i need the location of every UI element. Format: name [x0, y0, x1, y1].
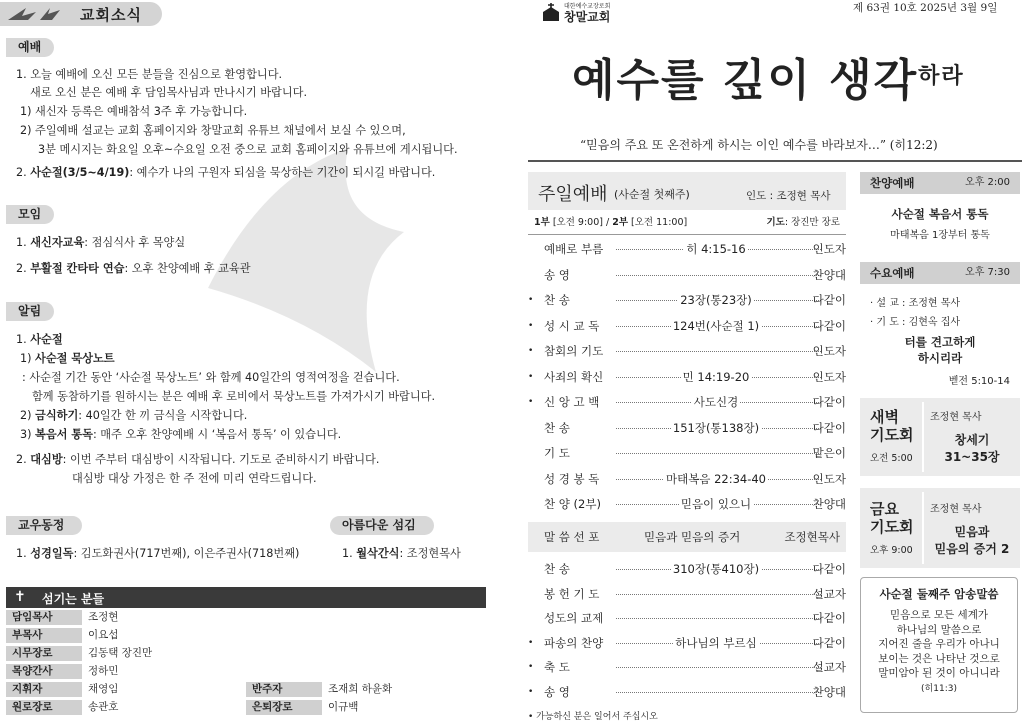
- staff-row: [6, 610, 486, 625]
- person-icon: ✝: [14, 589, 26, 605]
- section-meeting: 모임: [6, 205, 54, 224]
- staff-value: 조정현: [88, 611, 119, 623]
- theme-verse: “믿음의 주요 또 온전하게 하시는 이인 예수를 바라보자…” (히12:2): [580, 138, 938, 152]
- order-person: 설교자: [812, 586, 846, 601]
- order-content: 마태복음 22:34-40: [665, 471, 766, 486]
- order-name: 찬 송: [544, 420, 570, 435]
- fellowship-line: 1. 성경일독: 김도화권사(717번째), 이은주권사(718번째): [16, 547, 300, 560]
- sunday-title: 주일예배: [538, 184, 608, 205]
- order-row: [528, 340, 846, 363]
- staff-label: 부목사: [6, 628, 82, 643]
- order-row: [528, 632, 846, 655]
- staff-title: 섬기는 분들: [42, 592, 105, 606]
- staff-row: [6, 682, 486, 697]
- church-name: 창말교회: [564, 10, 611, 24]
- order-name: 신 앙 고 백: [544, 395, 600, 409]
- order-person: 다같이: [812, 395, 846, 409]
- section-notice: 알림: [6, 302, 54, 321]
- order-name: 송 영: [544, 267, 570, 282]
- staff-row: [6, 646, 486, 661]
- serve-line: 1. 월삭간식: 조정현목사: [342, 547, 461, 560]
- notice-line-6: 3) 복음서 통독: 매주 오후 찬양예배 시 ‘복음서 통독’ 이 있습니다.: [20, 428, 342, 441]
- church-logo-icon: [540, 2, 562, 22]
- bullet-icon: •: [528, 637, 534, 648]
- staff-value: 이규백: [328, 701, 359, 713]
- order-name: 찬 송: [544, 562, 570, 576]
- order-person: 다같이: [812, 611, 846, 625]
- worship-line-5: 3분 메시지는 화요일 오후~수요일 오전 중으로 교회 홈페이지와 유튜브에 게시됩니다.: [38, 143, 458, 156]
- order-name: 기 도: [544, 446, 570, 460]
- order-person: 인도자: [812, 242, 846, 256]
- bullet-icon: •: [528, 397, 534, 407]
- notice-line-4: 함께 동참하기를 원하시는 분은 예배 후 로비에서 묵상노트를 가져가시기 바랍니다.: [32, 390, 436, 403]
- staff-label: 담임목사: [6, 610, 82, 625]
- staff-label: 시무장로: [6, 646, 82, 661]
- bullet-icon: •: [528, 662, 534, 672]
- sermon-title: 믿음과 믿음의 증거: [644, 530, 741, 544]
- order-content: 히 4:15-16: [686, 242, 746, 256]
- page-title: 교회소식: [80, 6, 142, 24]
- footnote: • 가능하신 분은 일어서 주십시오: [528, 712, 658, 722]
- notice-line-3: : 사순절 기간 동안 ‘사순절 묵상노트’ 와 함께 40일간의 영적여정을 걷습니다.: [22, 371, 400, 384]
- staff-table: [6, 610, 486, 720]
- meeting-line-1: 1. 새신자교육: 점심식사 후 목양실: [16, 236, 186, 249]
- order-person: 인도자: [812, 471, 846, 486]
- staff-row: [6, 628, 486, 643]
- order-name: 사죄의 확신: [544, 369, 604, 384]
- order-person: 인도자: [812, 344, 846, 358]
- memory-verse: 사순절 둘째주 암송말씀 믿음으로 모든 세계가 하나님의 말씀으로 지어진 줄을 우리가 아나니 보이는 것은 나타난 것으로 말미암아 된 것이 아니니라 (히11:3): [860, 577, 1018, 713]
- praise-service: 찬양예배 오후 2:00 사순절 복음서 통독 마태복음 1장부터 통독: [860, 172, 1020, 241]
- meeting-line-2: 2. 부활절 칸타타 연습: 오후 찬양예배 후 교육관: [16, 262, 251, 275]
- staff-value: 조재희 하윤화: [328, 683, 393, 695]
- order-name: 축 도: [544, 660, 570, 674]
- order-row: [528, 493, 846, 516]
- order-person: 찬양대: [812, 267, 846, 282]
- denomination-label: 대한예수교장로회: [564, 3, 611, 10]
- bullet-icon: •: [528, 295, 534, 305]
- order-row: [528, 391, 846, 414]
- staff-label: 원로장로: [6, 700, 82, 715]
- order-content: 민 14:19-20: [682, 369, 750, 384]
- order-row: [528, 238, 846, 261]
- staff-row: [6, 700, 486, 715]
- order-row: [528, 315, 846, 338]
- notice-line-2: 1) 사순절 묵상노트: [20, 352, 115, 365]
- order-row: [528, 417, 846, 440]
- order-name: 찬 송: [544, 293, 570, 307]
- staff-value: 정하민: [88, 665, 119, 677]
- order-row: [528, 558, 846, 581]
- order-name: 파송의 찬양: [544, 635, 604, 650]
- sunday-sub: (사순절 첫째주): [614, 188, 690, 201]
- order-content: 310장(통410장): [672, 562, 760, 576]
- memory-line: 보이는 것은 나타난 것으로: [878, 652, 1000, 665]
- order-name: 성 시 교 독: [544, 318, 600, 333]
- order-content: 23장(통23장): [680, 293, 752, 307]
- order-content: 사도신경: [693, 395, 739, 409]
- order-person: 다같이: [812, 293, 846, 307]
- notice-line-7: 2. 대심방: 이번 주부터 대심방이 시작됩니다. 기도로 준비하시기 바랍니다.: [16, 453, 380, 466]
- order-person: 설교자: [812, 660, 846, 674]
- order-name: 성 경 봉 독: [544, 471, 600, 486]
- order-name: 봉 헌 기 도: [544, 586, 600, 601]
- sermon-row: [528, 522, 846, 552]
- notice-line-1: 1. 사순절: [16, 333, 63, 346]
- worship-line-3: 1) 새신자 등록은 예배참석 3주 후 가능합니다.: [20, 105, 248, 118]
- worship-line-1: 1. 오늘 예배에 오신 모든 분들을 진심으로 환영합니다.: [16, 68, 283, 81]
- worship-line-6: 2. 사순절(3/5~4/19): 예수가 나의 구원자 되심을 묵상하는 기간이 되시길 바랍니다.: [16, 166, 436, 179]
- order-row: [528, 607, 846, 630]
- sermon-label: 말 씀 선 포: [544, 530, 600, 544]
- order-row: [528, 442, 846, 465]
- memory-line: 믿음으로 모든 세계가: [890, 609, 988, 621]
- order-content: 믿음이 있으니: [680, 497, 752, 511]
- order-name: 송 영: [544, 684, 570, 699]
- order-person: 다같이: [812, 318, 846, 333]
- order-content: 151장(통138장): [672, 420, 760, 435]
- sunday-leader: 인도 : 조정현 목사: [746, 190, 831, 202]
- worship-line-4: 2) 주일예배 설교는 교회 홈페이지와 창말교회 유튜브 채널에서 보실 수 있으며,: [20, 124, 406, 137]
- section-serve: 아름다운 섬김: [330, 516, 434, 535]
- news-column: [0, 0, 505, 720]
- order-person: 다같이: [812, 562, 846, 576]
- staff-label: 은퇴장로: [246, 700, 322, 715]
- staff-value: 송관호: [88, 701, 119, 713]
- order-row: [528, 366, 846, 389]
- staff-row: [6, 664, 486, 679]
- notice-line-8: 대심방 대상 가정은 한 주 전에 미리 연락드립니다.: [72, 472, 317, 485]
- staff-label: 목양간사: [6, 664, 82, 679]
- sunday-times: 1부 [오전 9:00] / 2부 [오전 11:00] 기도: 장진만 장로: [528, 212, 846, 235]
- order-row: [528, 289, 846, 312]
- order-row: [528, 264, 846, 287]
- worship-line-2: 새로 오신 분은 예배 후 담임목사님과 만나시기 바랍니다.: [30, 86, 308, 99]
- order-row: [528, 681, 846, 704]
- order-row: [528, 583, 846, 606]
- order-row: [528, 468, 846, 491]
- memory-line: 말미암아 된 것이 아니니라: [878, 667, 1000, 679]
- staff-value: 김동택 장진만: [88, 647, 153, 659]
- order-person: 인도자: [812, 369, 846, 384]
- bullet-icon: •: [528, 320, 534, 331]
- order-name: 찬 양 (2부): [544, 497, 601, 511]
- staff-label: 반주자: [246, 682, 322, 697]
- staff-header: [6, 587, 486, 608]
- section-worship: 예배: [6, 38, 54, 57]
- order-name: 참회의 기도: [544, 344, 604, 358]
- staff-value: 채영임: [88, 683, 119, 695]
- order-person: 다같이: [812, 635, 846, 650]
- sunday-header: [528, 172, 846, 210]
- issue-info: 제 63권 10호 2025년 3월 9일: [853, 2, 998, 14]
- order-row: [528, 656, 846, 679]
- notice-line-5: 2) 금식하기: 40일간 한 끼 금식을 시작합니다.: [20, 409, 248, 422]
- divider: [528, 160, 1022, 162]
- order-name: 성도의 교제: [544, 611, 604, 625]
- staff-value: 이요섭: [88, 629, 119, 641]
- order-person: 다같이: [812, 420, 846, 435]
- sermon-preacher: 조정현목사: [784, 530, 840, 544]
- order-content: 하나님의 부르심: [675, 635, 757, 650]
- order-person: 맡은이: [812, 446, 846, 460]
- order-person: 찬양대: [812, 684, 846, 699]
- friday-prayer: 금요 기도회 오후 9:00 조정현 목사 믿음과 믿음의 증거 2: [860, 488, 1020, 568]
- bullet-icon: •: [528, 346, 534, 356]
- memory-line: 하나님의 말씀으로: [896, 623, 982, 636]
- bullet-icon: •: [528, 371, 534, 382]
- dove-watermark-icon: [170, 120, 470, 400]
- wednesday-service: 수요예배 오후 7:30 · 설 교 : 조정현 목사 · 기 도 : 김현옥 집사 터를 견고하게 하시리라 벧전 5:10-14: [860, 262, 1020, 387]
- order-name: 예배로 부름: [544, 242, 604, 256]
- bullet-icon: •: [528, 686, 534, 697]
- order-person: 찬양대: [812, 497, 846, 511]
- order-content: 124번(사순절 1): [672, 318, 760, 333]
- memory-line: 지어진 줄을 우리가 아나니: [878, 638, 1000, 650]
- dawn-prayer: 새벽 기도회 오전 5:00 조정현 목사 창세기 31~35장: [860, 398, 1020, 476]
- staff-label: 지휘자: [6, 682, 82, 697]
- dove-logo-icon: [6, 4, 66, 24]
- section-fellowship: 교우동정: [6, 516, 82, 535]
- main-title: 예수를 깊이 생각$^{하라}$: [572, 55, 965, 106]
